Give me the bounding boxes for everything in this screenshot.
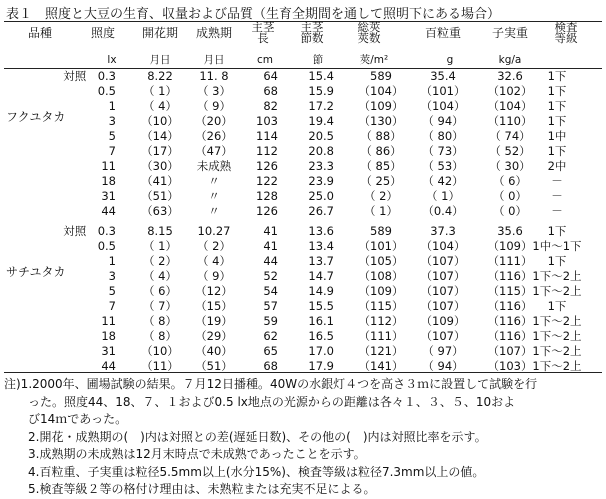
cell-grade: －	[551, 189, 563, 204]
cell-sw: （116）	[487, 269, 533, 284]
cell-hgw: （104）	[420, 99, 466, 114]
cell-len: 126	[256, 159, 278, 174]
cell-mat: 未成熟	[196, 159, 232, 174]
cell-lx: 11	[101, 159, 116, 174]
cell-lx: 18	[101, 329, 116, 344]
cell-len: 54	[263, 284, 278, 299]
cell-lx: 0.5	[97, 84, 116, 99]
cell-sw: （ 30）	[489, 159, 531, 174]
cell-fl: （ 4）	[143, 99, 177, 114]
cell-hgw: （107）	[420, 284, 466, 299]
cell-len: 64	[263, 69, 278, 83]
footnote-line: った。照度44、18、７、１および0.5 lx地点の光源からの距離は各々１、３、５、10およ	[28, 394, 516, 409]
header-seed-weight: 子実重	[491, 26, 528, 40]
cell-nodes: 23.3	[308, 159, 334, 174]
header-hundred-grain-weight: 百粒重	[424, 26, 461, 40]
cell-pods: （ 85）	[360, 159, 402, 174]
footnote-line: 4.百粒重、子実重は粒径5.5mm以上(水分15%)、検査等級は粒径7.3mm以上の値。	[28, 464, 485, 479]
cell-hgw: （ 94）	[422, 359, 464, 374]
cell-sw: （116）	[487, 314, 533, 329]
cell-len: 122	[256, 174, 278, 189]
cell-len: 68	[263, 84, 278, 99]
cell-lx: 対照 0.3	[63, 224, 116, 238]
cell-mat: （12）	[195, 284, 233, 299]
cell-len: 103	[256, 114, 278, 129]
table-title: 表１ 照度と大豆の生育、収量および品質（生育全期間を通して照明下にある場合）	[6, 7, 501, 22]
cell-sw: （103）	[487, 359, 533, 374]
cell-mat: （29）	[195, 329, 233, 344]
cell-fl: （14）	[141, 129, 179, 144]
unit-main-stem-nodes: 節	[312, 54, 324, 66]
header-flowering: 開花期	[141, 26, 178, 40]
cell-fl: （11）	[141, 359, 179, 374]
cell-hgw: （0.4）	[422, 204, 464, 219]
cell-sw: （116）	[487, 299, 533, 314]
cell-mat: （ 9）	[197, 99, 231, 114]
cell-pods: （105）	[358, 254, 404, 269]
cell-pods: （108）	[358, 269, 404, 284]
cell-fl: （ 6）	[143, 284, 177, 299]
cell-sw: （115）	[487, 284, 533, 299]
footnote-line: び14ｍであった。	[28, 412, 128, 426]
cell-sw: （ 0）	[493, 204, 527, 219]
cell-fl: （ 2）	[143, 254, 177, 269]
cell-nodes: 13.6	[308, 224, 334, 238]
cell-fl: （ 8）	[143, 314, 177, 329]
unit-flowering: 月日	[149, 54, 171, 66]
cell-pods: （ 88）	[360, 129, 402, 144]
header-illuminance: 照度	[90, 26, 115, 40]
cell-mat: 11. 8	[199, 69, 229, 83]
cell-grade: 1下～2上	[532, 314, 582, 329]
cell-pods: （ 1）	[364, 204, 398, 219]
cell-sw: （ 6）	[493, 174, 527, 189]
cell-pods: （111）	[358, 329, 404, 344]
cell-pods: （101）	[358, 239, 404, 254]
cell-fl: （63）	[141, 204, 179, 219]
cell-nodes: 17.2	[308, 99, 334, 114]
cell-nodes: 19.4	[308, 114, 334, 129]
cell-nodes: 16.5	[308, 329, 334, 344]
cell-mat: （19）	[195, 314, 233, 329]
cell-len: 59	[263, 314, 278, 329]
header-maturity: 成熟期	[195, 26, 232, 40]
cell-grade: 1中	[547, 129, 567, 144]
cell-lx: 5	[108, 284, 116, 299]
cell-mat: 〃	[208, 204, 220, 219]
cell-lx: 1	[108, 99, 116, 114]
cell-nodes: 15.4	[308, 69, 334, 83]
cell-fl: （ 4）	[143, 269, 177, 284]
cell-fl: （41）	[141, 174, 179, 189]
header-main-stem-nodes: 主茎 節数	[300, 20, 324, 45]
cell-pods: （ 86）	[360, 144, 402, 159]
cell-len: 114	[256, 129, 278, 144]
cell-fl: （51）	[141, 189, 179, 204]
cell-pods: 589	[370, 69, 392, 83]
cell-lx: 11	[101, 314, 116, 329]
cell-mat: （26）	[195, 129, 233, 144]
cell-grade: 1下	[547, 144, 567, 159]
cell-mat: （ 3）	[197, 84, 231, 99]
cell-grade: －	[551, 174, 563, 189]
cell-nodes: 16.1	[308, 314, 334, 329]
cell-mat: （40）	[195, 344, 233, 359]
cell-grade: 1下	[547, 84, 567, 99]
cell-mat: （20）	[195, 114, 233, 129]
cell-fl: （30）	[141, 159, 179, 174]
cell-len: 126	[256, 204, 278, 219]
footnote-line: 3.成熟期の未成熟は12月末時点で未成熟であったことを示す。	[28, 447, 366, 461]
cell-hgw: （ 94）	[422, 114, 464, 129]
cell-nodes: 15.9	[308, 84, 334, 99]
footnote-line: 注)1.2000年、圃場試験の結果。７月12日播種。40Wの水銀灯４つを高さ３ｍに設置して試験を行	[4, 377, 538, 391]
cell-lx: 7	[108, 299, 116, 314]
cell-len: 52	[263, 269, 278, 284]
unit-illuminance: lx	[107, 54, 117, 66]
cell-fl: （10）	[141, 114, 179, 129]
cell-lx: 3	[108, 114, 116, 129]
cell-sw: （ 0）	[493, 189, 527, 204]
cell-hgw: （ 73）	[422, 144, 464, 159]
cell-grade: 1下	[547, 254, 567, 269]
cell-len: 41	[263, 224, 278, 238]
cell-lx: 7	[108, 144, 116, 159]
cell-pods: （104）	[358, 84, 404, 99]
cell-hgw: （ 53）	[422, 159, 464, 174]
cell-mat: （47）	[195, 144, 233, 159]
cell-hgw: （107）	[420, 254, 466, 269]
cell-sw: （110）	[487, 114, 533, 129]
cell-hgw: （ 42）	[422, 174, 464, 189]
cell-nodes: 13.7	[308, 254, 334, 269]
cell-hgw: （101）	[420, 84, 466, 99]
cell-mat: （ 4）	[197, 254, 231, 269]
cell-pods: （130）	[358, 114, 404, 129]
cell-grade: 1下～2上	[532, 344, 582, 359]
cell-fl: （ 1）	[143, 239, 177, 254]
cell-mat: （ 9）	[197, 269, 231, 284]
cell-pods: （121）	[358, 344, 404, 359]
cell-sw: （ 52）	[489, 144, 531, 159]
cell-len: 44	[263, 254, 278, 269]
cell-sw: （102）	[487, 84, 533, 99]
variety-label: フクユタカ	[6, 110, 66, 125]
header-variety: 品種	[27, 26, 52, 40]
cell-len: 128	[256, 189, 278, 204]
header-total-pods: 総莢 莢数	[357, 20, 381, 45]
cell-fl: （17）	[141, 144, 179, 159]
cell-pods: （115）	[358, 299, 404, 314]
cell-sw: （111）	[487, 254, 533, 269]
cell-nodes: 23.9	[308, 174, 334, 189]
cell-grade: 1下	[547, 224, 567, 238]
cell-fl: （ 1）	[143, 84, 177, 99]
cell-lx: 0.5	[97, 239, 116, 254]
cell-nodes: 14.9	[308, 284, 334, 299]
cell-hgw: （ 80）	[422, 129, 464, 144]
footnote-line: 5.検査等級２等の格付け理由は、未熟粒または充実不足による。	[28, 482, 376, 496]
cell-sw: （107）	[487, 344, 533, 359]
cell-hgw: （ 97）	[422, 344, 464, 359]
cell-nodes: 14.7	[308, 269, 334, 284]
cell-sw: （104）	[487, 99, 533, 114]
unit-main-stem-length: cm	[256, 54, 273, 66]
cell-len: 112	[256, 144, 278, 159]
cell-nodes: 26.7	[308, 204, 334, 219]
cell-grade: 1下～2上	[532, 359, 582, 374]
cell-nodes: 25.0	[308, 189, 334, 204]
cell-fl: 8.22	[147, 69, 173, 83]
header-grade: 検査 等級	[554, 20, 578, 45]
cell-mat: 〃	[208, 174, 220, 189]
cell-hgw: （107）	[420, 329, 466, 344]
cell-grade: 1中～1下	[532, 239, 582, 254]
cell-mat: 〃	[208, 189, 220, 204]
cell-lx: 18	[101, 174, 116, 189]
cell-pods: 589	[370, 224, 392, 238]
cell-grade: 1下～2上	[532, 284, 582, 299]
cell-lx: 44	[101, 204, 116, 219]
cell-lx: 1	[108, 254, 116, 269]
cell-pods: （109）	[358, 99, 404, 114]
cell-hgw: 35.4	[430, 69, 456, 83]
cell-lx: 3	[108, 269, 116, 284]
cell-len: 65	[263, 344, 278, 359]
cell-grade: 1下	[547, 69, 567, 83]
cell-fl: 8.15	[147, 224, 173, 238]
cell-len: 68	[263, 359, 278, 374]
cell-mat: 10.27	[197, 224, 231, 238]
cell-grade: 2中	[547, 159, 567, 174]
cell-len: 82	[263, 99, 278, 114]
cell-sw: （ 74）	[489, 129, 531, 144]
cell-sw: （116）	[487, 329, 533, 344]
cell-grade: 1下	[547, 114, 567, 129]
cell-lx: 対照 0.3	[63, 69, 116, 83]
cell-nodes: 20.8	[308, 144, 334, 159]
cell-pods: （ 25）	[360, 174, 402, 189]
cell-hgw: （104）	[420, 239, 466, 254]
cell-pods: （141）	[358, 359, 404, 374]
unit-hundred-grain-weight: g	[446, 54, 454, 66]
cell-fl: （10）	[141, 344, 179, 359]
cell-lx: 5	[108, 129, 116, 144]
cell-nodes: 15.5	[308, 299, 334, 314]
cell-len: 41	[263, 239, 278, 254]
bottom-rule	[4, 372, 602, 373]
unit-maturity: 月日	[203, 54, 225, 66]
cell-nodes: 13.4	[308, 239, 334, 254]
cell-hgw: （ 1）	[426, 189, 460, 204]
cell-mat: （ 2）	[197, 239, 231, 254]
cell-mat: （51）	[195, 359, 233, 374]
cell-grade: 1下	[547, 99, 567, 114]
cell-lx: 44	[101, 359, 116, 374]
header-main-stem-length: 主茎 長	[251, 20, 275, 45]
cell-len: 57	[263, 299, 278, 314]
cell-sw: 32.6	[497, 69, 523, 83]
cell-len: 62	[263, 329, 278, 344]
cell-nodes: 20.5	[308, 129, 334, 144]
cell-nodes: 17.0	[308, 344, 334, 359]
cell-pods: （ 2）	[364, 189, 398, 204]
cell-hgw: （109）	[420, 314, 466, 329]
footnote-line: 2.開花・成熟期の( )内は対照との差(遅延日数)、その他の( )内は対照比率を示す。	[28, 429, 487, 444]
variety-label: サチユタカ	[6, 265, 66, 280]
cell-fl: （ 7）	[143, 299, 177, 314]
cell-grade: －	[551, 204, 563, 219]
cell-pods: （109）	[358, 284, 404, 299]
cell-grade: 1下～2上	[532, 269, 582, 284]
cell-sw: 35.6	[497, 224, 523, 238]
cell-nodes: 17.9	[308, 359, 334, 374]
cell-hgw: （107）	[420, 269, 466, 284]
cell-lx: 31	[101, 344, 116, 359]
cell-mat: （15）	[195, 299, 233, 314]
cell-hgw: （107）	[420, 299, 466, 314]
unit-seed-weight: kg/a	[498, 54, 522, 66]
cell-hgw: 37.3	[430, 224, 456, 238]
footnotes	[4, 376, 602, 499]
cell-pods: （112）	[358, 314, 404, 329]
unit-total-pods: 莢/m²	[359, 54, 389, 66]
cell-fl: （ 8）	[143, 329, 177, 344]
cell-grade: 1下～2上	[532, 329, 582, 344]
cell-grade: 1下	[547, 299, 567, 314]
cell-sw: （109）	[487, 239, 533, 254]
cell-lx: 31	[101, 189, 116, 204]
